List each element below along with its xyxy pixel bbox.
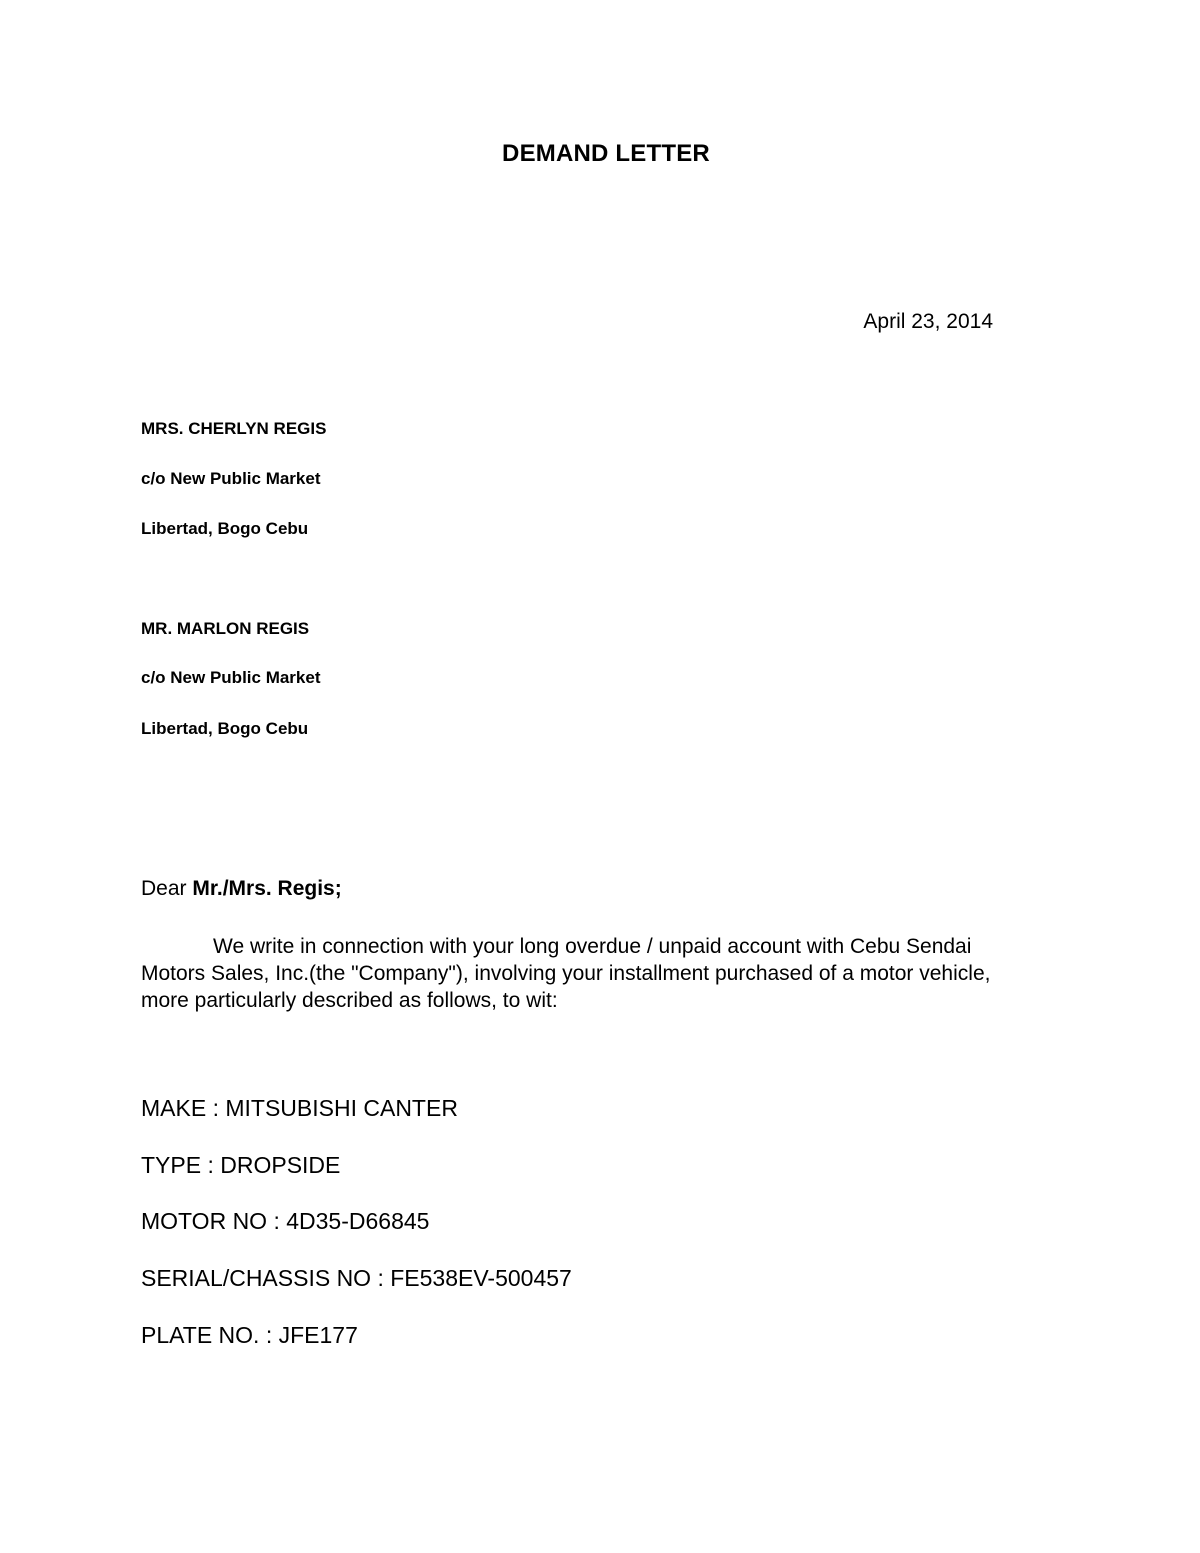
recipient-2-name: MR. MARLON REGIS [141, 619, 310, 638]
vehicle-type: TYPE : DROPSIDE [141, 1152, 341, 1178]
salutation-name: Mr./Mrs. Regis; [192, 877, 342, 900]
recipient-1-name: MRS. CHERLYN REGIS [141, 419, 327, 438]
body-paragraph [141, 933, 1031, 1014]
vehicle-serial-no: SERIAL/CHASSIS NO : FE538EV-500457 [141, 1265, 572, 1291]
recipient-1-address-line1: c/o New Public Market [141, 469, 321, 488]
recipient-2-address-line1: c/o New Public Market [141, 668, 321, 687]
vehicle-make: MAKE : MITSUBISHI CANTER [141, 1095, 458, 1121]
body-text: We write in connection with your long overdue / unpaid account with Cebu Sendai Motors Sales, Inc.(the "Company"), involving your installment purchased of a motor vehicle, more particularly described as follows, to wit: [141, 935, 991, 1012]
vehicle-plate-no: PLATE NO. : JFE177 [141, 1322, 358, 1348]
recipient-1-address-line2: Libertad, Bogo Cebu [141, 519, 309, 538]
letter-date: April 23, 2014 [863, 310, 993, 333]
letter-title: DEMAND LETTER [502, 140, 710, 167]
vehicle-motor-no: MOTOR NO : 4D35-D66845 [141, 1208, 430, 1234]
salutation [141, 877, 342, 901]
recipient-2-address-line2: Libertad, Bogo Cebu [141, 719, 309, 738]
salutation-prefix: Dear [141, 877, 193, 900]
